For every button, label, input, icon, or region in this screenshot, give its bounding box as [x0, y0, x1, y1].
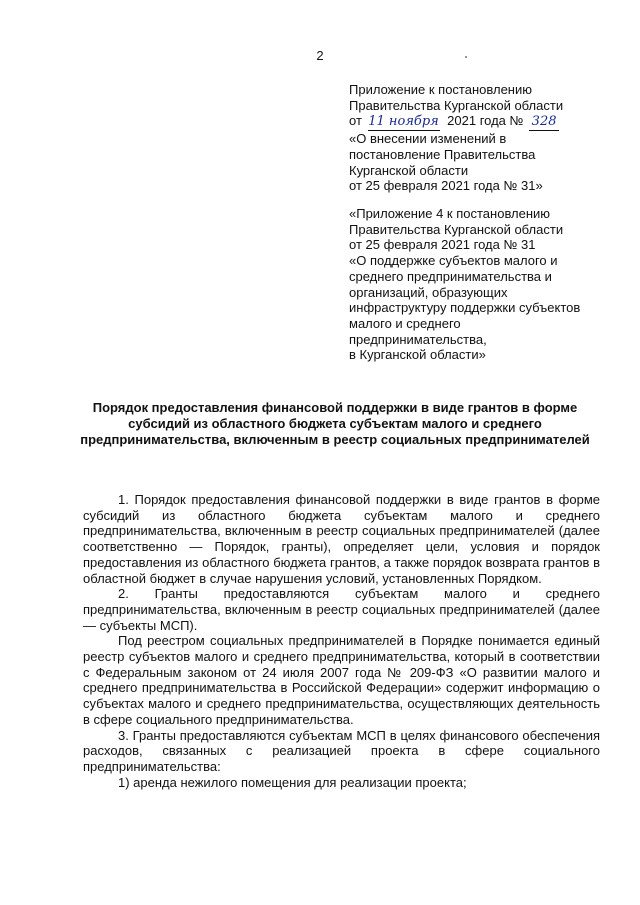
- annex-header: [349, 82, 611, 194]
- handwritten-number: 328: [529, 114, 559, 131]
- paragraph-3: Под реестром социальных предпринимателей в Порядке понимается единый реестр субъектов малого и среднего предпринимательства, который в соответствии с Федеральным законом от 24 июля 2007 года № 209-ФЗ «О развитии малого и среднего предпринимательства в Российской Федерации» содержит информацию о субъектах малого и среднего предпринимательства, осуществляющих деятельность в сфере социального предпринимательства.: [83, 633, 600, 727]
- annex2-line: от 25 февраля 2021 года № 31: [349, 237, 536, 253]
- annex2-line: «О поддержке субъектов малого и: [349, 253, 558, 269]
- annex-quote-block: [349, 206, 611, 363]
- annex2-line: Правительства Курганской области: [349, 221, 564, 237]
- annex2-line: в Курганской области»: [349, 347, 486, 363]
- paragraph-2: 2. Гранты предоставляются субъектам малого и среднего предпринимательства, включенным в реестр социальных предпринимателей (далее — субъекты МСП).: [83, 586, 600, 633]
- scan-dot: [465, 56, 467, 58]
- document-body: [83, 492, 600, 790]
- annex-line-7: от 25 февраля 2021 года № 31»: [349, 178, 543, 194]
- annex2-line: предпринимательства,: [349, 331, 487, 347]
- paragraph-1: 1. Порядок предоставления финансовой поддержки в виде грантов в форме субсидий из областного бюджета субъектам малого и среднего предпринимательства, включенным в реестр социальных предпринимателей (далее соответственно — Порядок, гранты), определяет цели, условия и порядок предоставления из областного бюджета грантов, а также порядок возврата грантов в областной бюджет в случае нарушения условий, установленных Порядком.: [83, 492, 600, 586]
- paragraph-4: 3. Гранты предоставляются субъектам МСП в целях финансового обеспечения расходов, связанных с реализацией проекта в сфере социального предпринимательства:: [83, 727, 600, 774]
- annex2-line: «Приложение 4 к постановлению: [349, 206, 551, 221]
- annex2-line: малого и среднего: [349, 315, 461, 331]
- document-title: Порядок предоставления финансовой поддержки в виде грантов в форме субсидий из областного бюджета субъектам малого и среднего предпринимательства, включенным в реестр социальных предпринимателей: [80, 400, 590, 447]
- annex-date-prefix: от: [349, 113, 362, 129]
- annex2-line: среднего предпринимательства и: [349, 268, 552, 284]
- paragraph-5: 1) аренда нежилого помещения для реализации проекта;: [118, 774, 467, 790]
- annex2-line: организаций, образующих: [349, 284, 508, 300]
- page-number: 2: [316, 48, 324, 63]
- annex-line-4: «О внесении изменений в: [349, 131, 507, 147]
- annex-line-1: Приложение к постановлению: [349, 82, 532, 97]
- handwritten-date: 11 ноября: [368, 114, 439, 130]
- annex-line-6: Курганской области: [349, 162, 469, 178]
- annex2-line: инфраструктуру поддержки субъектов: [349, 300, 581, 316]
- annex-date-line: [349, 113, 611, 131]
- annex-line-2: Правительства Курганской области: [349, 97, 564, 113]
- annex-line-5: постановление Правительства: [349, 146, 536, 162]
- annex-date-suffix: 2021 года №: [447, 113, 524, 129]
